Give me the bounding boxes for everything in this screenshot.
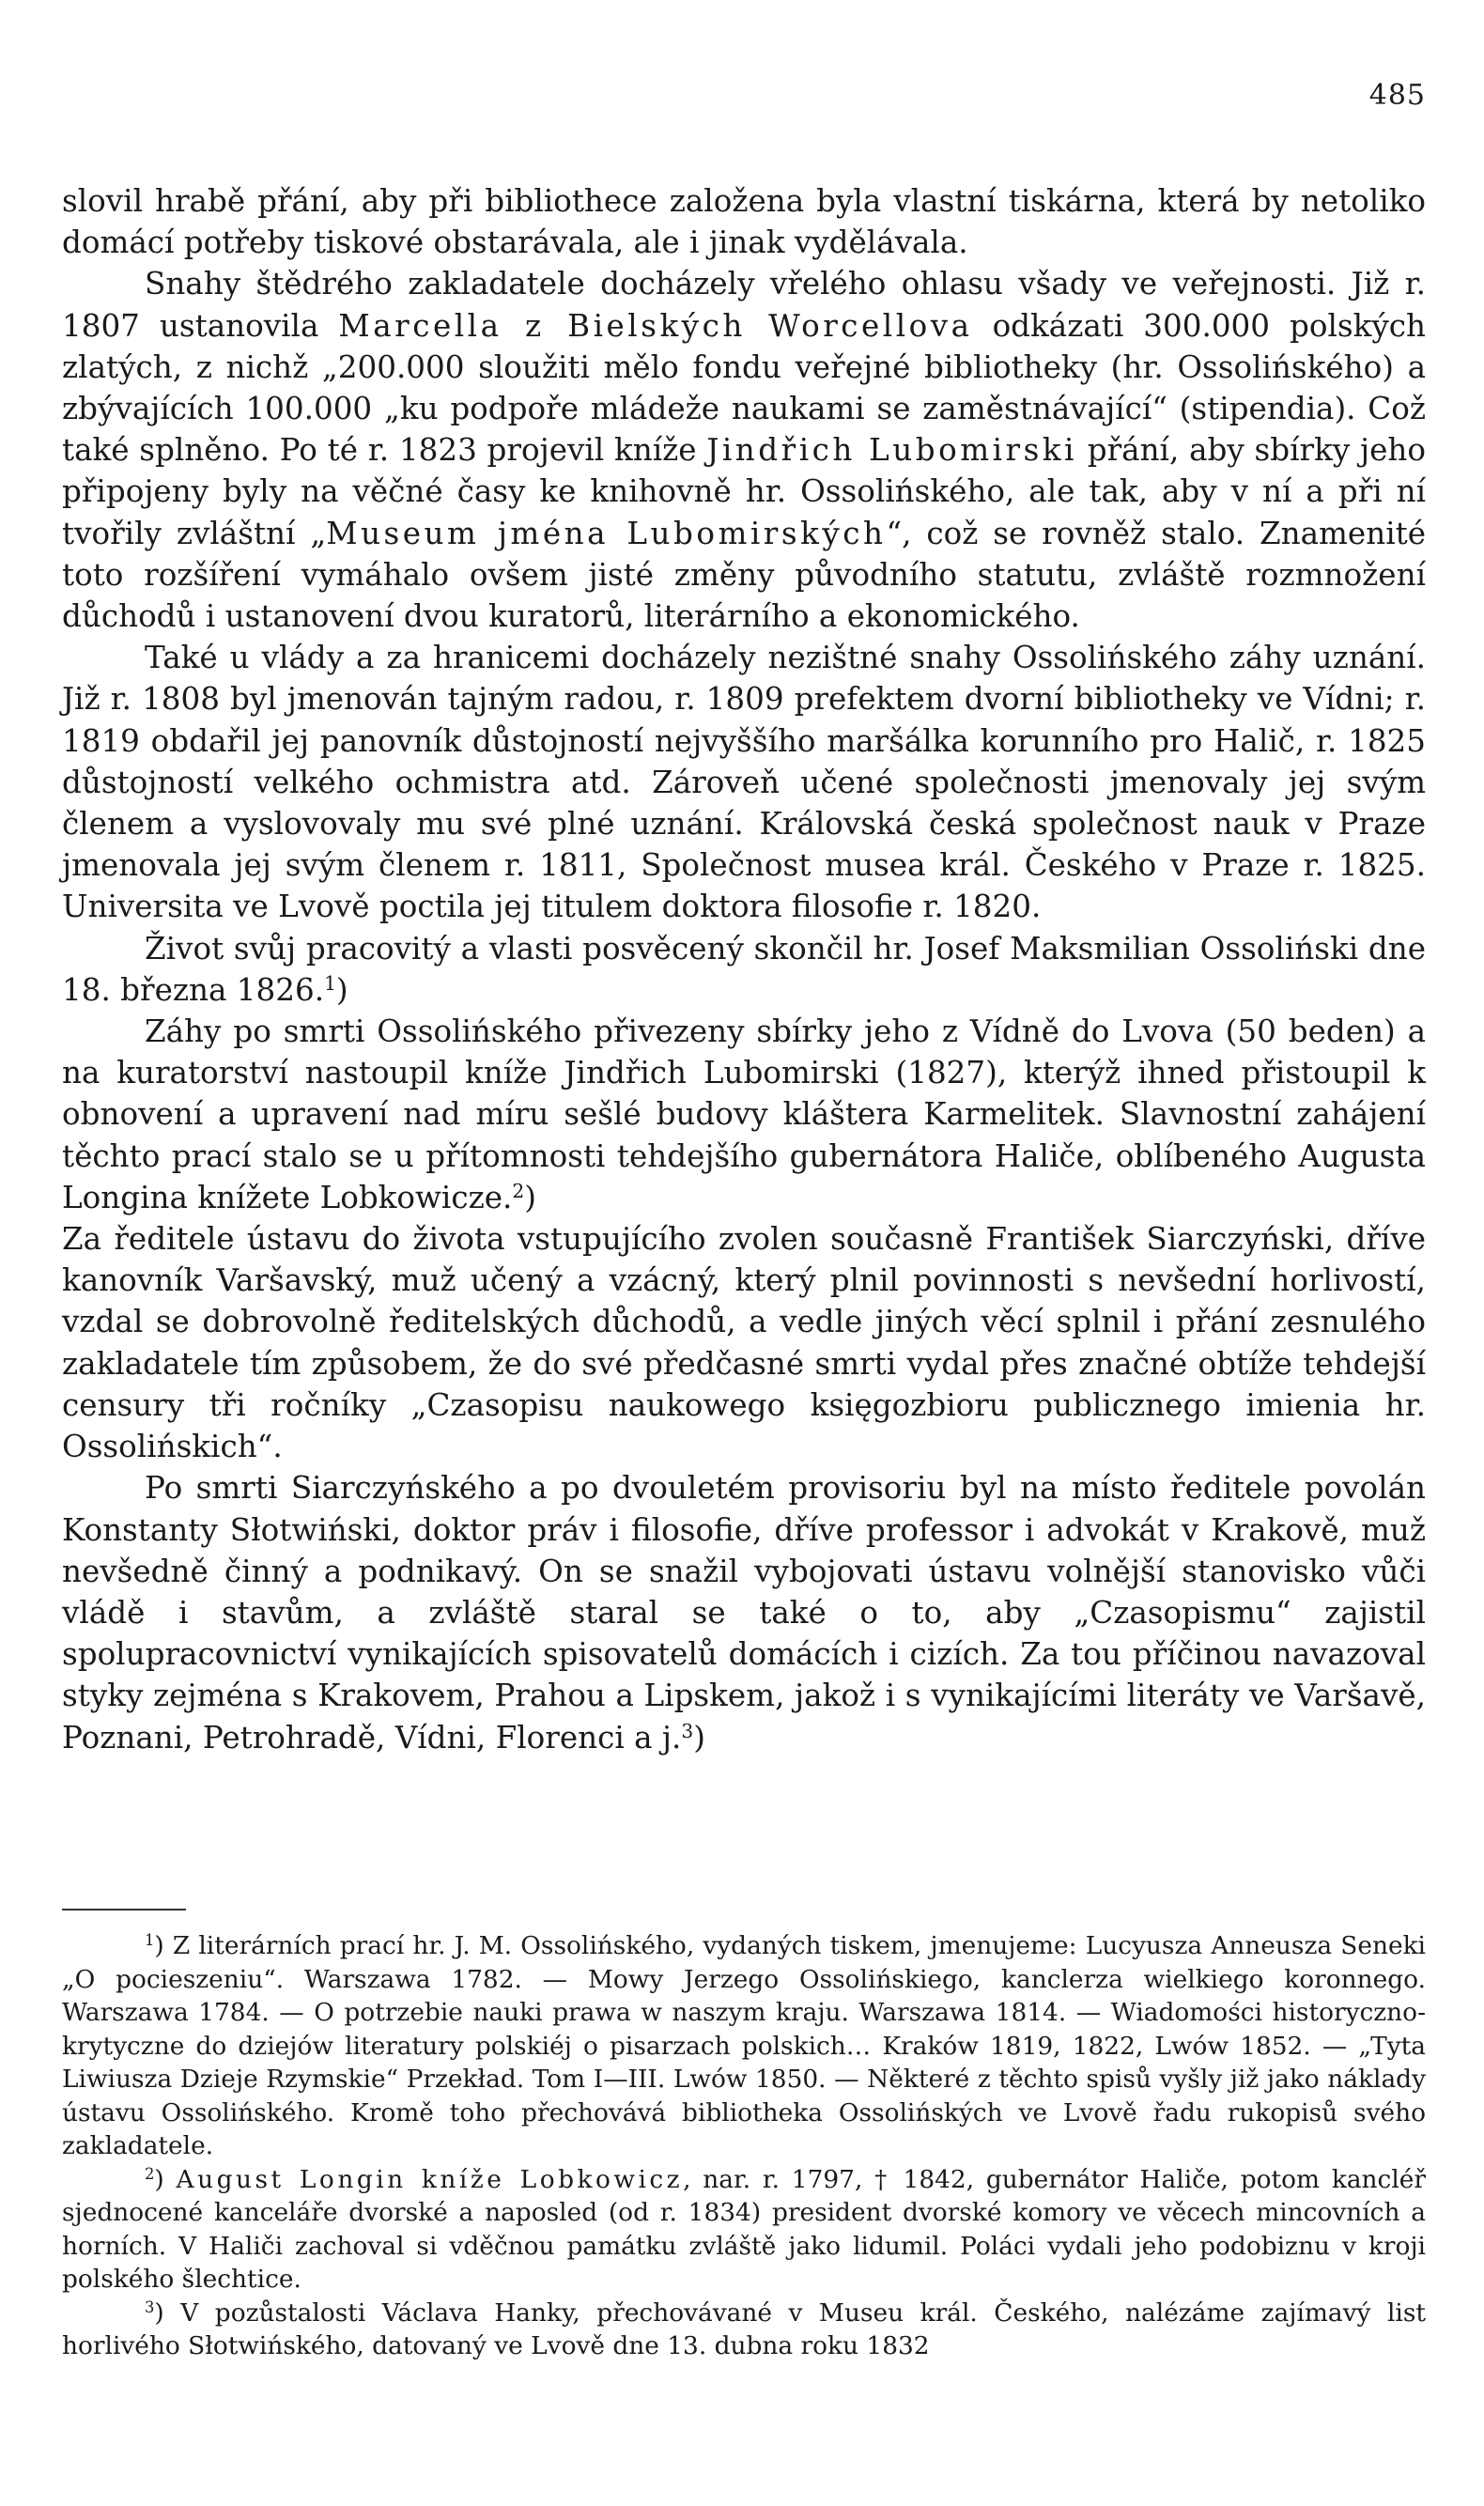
footnote-ref-2: 2 <box>512 1179 525 1202</box>
footnote-2: $^2$) August Longin kníže Lobkowicz, nar. r. 1797, † 1842, gubernátor Haliče, potom kancléř sjednocené kanceláře dvorské a naposled (od r. 1834) president dvorské komory ve věcech mincovních a horních. V Haliči zachoval si vděčnou památku zvláště jako lidumil. Poláci vydali jeho podobiznu v kroji polského šlechtice. <box>62 2164 1427 2294</box>
spaced-name-museum: Museum jména Lubomirských <box>326 515 887 551</box>
footnote-ref-1: 1 <box>324 971 336 995</box>
spaced-name-lubomirski: Jindřich Lubomirski <box>706 432 1077 469</box>
spaced-name-worcellova: Marcella z Bielských Worcellova <box>338 307 973 344</box>
paragraph-4: Život svůj pracovitý a vlasti posvěcený skončil hr. Josef Maksmilian Ossoliński dne 18. března 1826.$^1$) <box>62 930 1426 1008</box>
page-number: 485 <box>1368 79 1426 112</box>
paragraph-3: Také u vlády a za hranicemi docházely nezištné snahy Ossolińského záhy uznání. Již r. 1808 byl jmenován tajným radou, r. 1809 prefektem dvorní bibliotheky ve Vídni; r. 1819 obdařil jej panovník důstojností nejvyššího maršálka korunního pro Halič, r. 1825 důstojností velkého ochmistra atd. Zároveň učené společnosti jmenovaly jej svým členem a vyslovovaly mu své plné uznání. Královská česká společnost nauk v Praze jmenovala jej svým členem r. 1811, Společnost musea král. Českého v Praze r. 1825. Universita ve Lvově poctila jej titulem doktora filosofie r. 1820. <box>62 640 1426 925</box>
paragraph-5: Záhy po smrti Ossolińského přivezeny sbírky jeho z Vídně do Lvova (50 beden) a na kuratorství nastoupil kníže Jindřich Lubomirski (1827), kterýž ihned přistoupil k obnovení a upravení nad míru sešlé budovy kláštera Karmelitek. Slavnostní zahájení těchto prací stalo se u přítomnosti tehdejšího gubernátora Haliče, oblíbeného Augusta Longina knížete Lobkowicze.$^2$) <box>62 1013 1426 1215</box>
main-text <box>62 180 1426 1758</box>
footnote-1: $^1$) Z literárních prací hr. J. M. Ossolińského, vydaných tiskem, jmenujeme: Lucyusza Anneusza Seneki „O pocieszeniu“. Warszawa 1782. — Mowy Jerzego Ossolińskiego, kanclerza wielkiego koronnego. Warszawa 1784. — O potrzebie nauki prawa w naszym kraju. Warszawa 1814. — Wiadomości historyczno-krytyczne do dziejów literatury polskiéj o pisarzach polskich… Kraków 1819, 1822, Lwów 1852. — „Tyta Liwiusza Dzieje Rzymskie“ Przekład. Tom I—III. Lwów 1850. — Některé z těchto spisů vyšly již jako náklady ústavu Ossolińského. Kromě toho přechovává bibliotheka Ossolińských ve Lvově řadu rukopisů svého zakladatele. <box>62 1931 1426 2160</box>
footnote-3: $^3$) V pozůstalosti Václava Hanky, přechovávané v Museu král. Českého, nalézáme zajímavý list horlivého Słotwińského, datovaný ve Lvově dne 13. dubna roku 1832 <box>62 2297 1426 2360</box>
paragraph-7: Po smrti Siarczyńského a po dvouletém provisoriu byl na místo ředitele povolán Konstanty Słotwiński, doktor práv i filosofie, dříve professor i advokát v Krakově, muž nevšedně činný a podnikavý. On se snažil vybojovati ústavu volnější stanovisko vůči vládě i stavům, a zvláště staral se také o to, aby „Czasopismu“ zajistil spolupracovnictví vynikajících spisovatelů domácích i cizích. Za tou příčinou navazoval styky zejména s Krakovem, Prahou a Lipskem, jakož i s vynikajícími literáty ve Varšavě, Poznani, Petrohradě, Vídni, Florenci a j.$^3$) <box>62 1470 1426 1756</box>
paragraph-1: slovil hrabě přání, aby při bibliothece založena byla vlastní tiskárna, která by netoliko domácí potřeby tiskové obstarávala, ale i jinak vydělávala. <box>62 183 1426 261</box>
spaced-name-lobkowicz: August Longin kníže Lobkowicz <box>176 2164 684 2194</box>
paragraph-2: Snahy štědrého zakladatele docházely vřelého ohlasu všady ve veřejnosti. Již r. 1807 ustanovila Marcella z Bielských Worcellova odkázati 300.000 polských zlatých, z nichž „200.000 sloužiti mělo fondu veřejné bibliotheky (hr. Ossolińského) a zbývajících 100.000 „ku podpoře mládeže naukami se zaměstnávající“ (stipendia). Což také splněno. Po té r. 1823 projevil kníže Jindřich Lubomirski přání, aby sbírky jeho připojeny byly na věčné časy ke knihovně hr. Ossolińského, ale tak, aby v ní a při ní tvořily zvláštní „Museum jména Lubomirských“, což se rovněž stalo. Znamenité toto rozšíření vymáhalo ovšem jisté změny původního statutu, zvláště rozmnožení důchodů i ustanovení dvou kuratorů, literárního a ekonomického. <box>62 266 1426 635</box>
footnotes <box>62 1929 1426 2363</box>
paragraph-6: Za ředitele ústavu do života vstupujícího zvolen současně František Siarczyński, dříve kanovník Varšavský, muž učený a vzácný, který plnil povinnosti s nevšední horlivostí, vzdal se dobrovolně ředitelských důchodů, a vedle jiných věcí splnil i přání zesnulého zakladatele tím způsobem, že do své předčasné smrti vydal přes značné obtíže tehdejší censury tři ročníky „Czasopisu naukowego księgozbioru publicznego imienia hr. Ossolińskich“. <box>62 1221 1426 1465</box>
footnote-divider <box>62 1909 186 1910</box>
footnote-ref-3: 3 <box>681 1719 694 1742</box>
